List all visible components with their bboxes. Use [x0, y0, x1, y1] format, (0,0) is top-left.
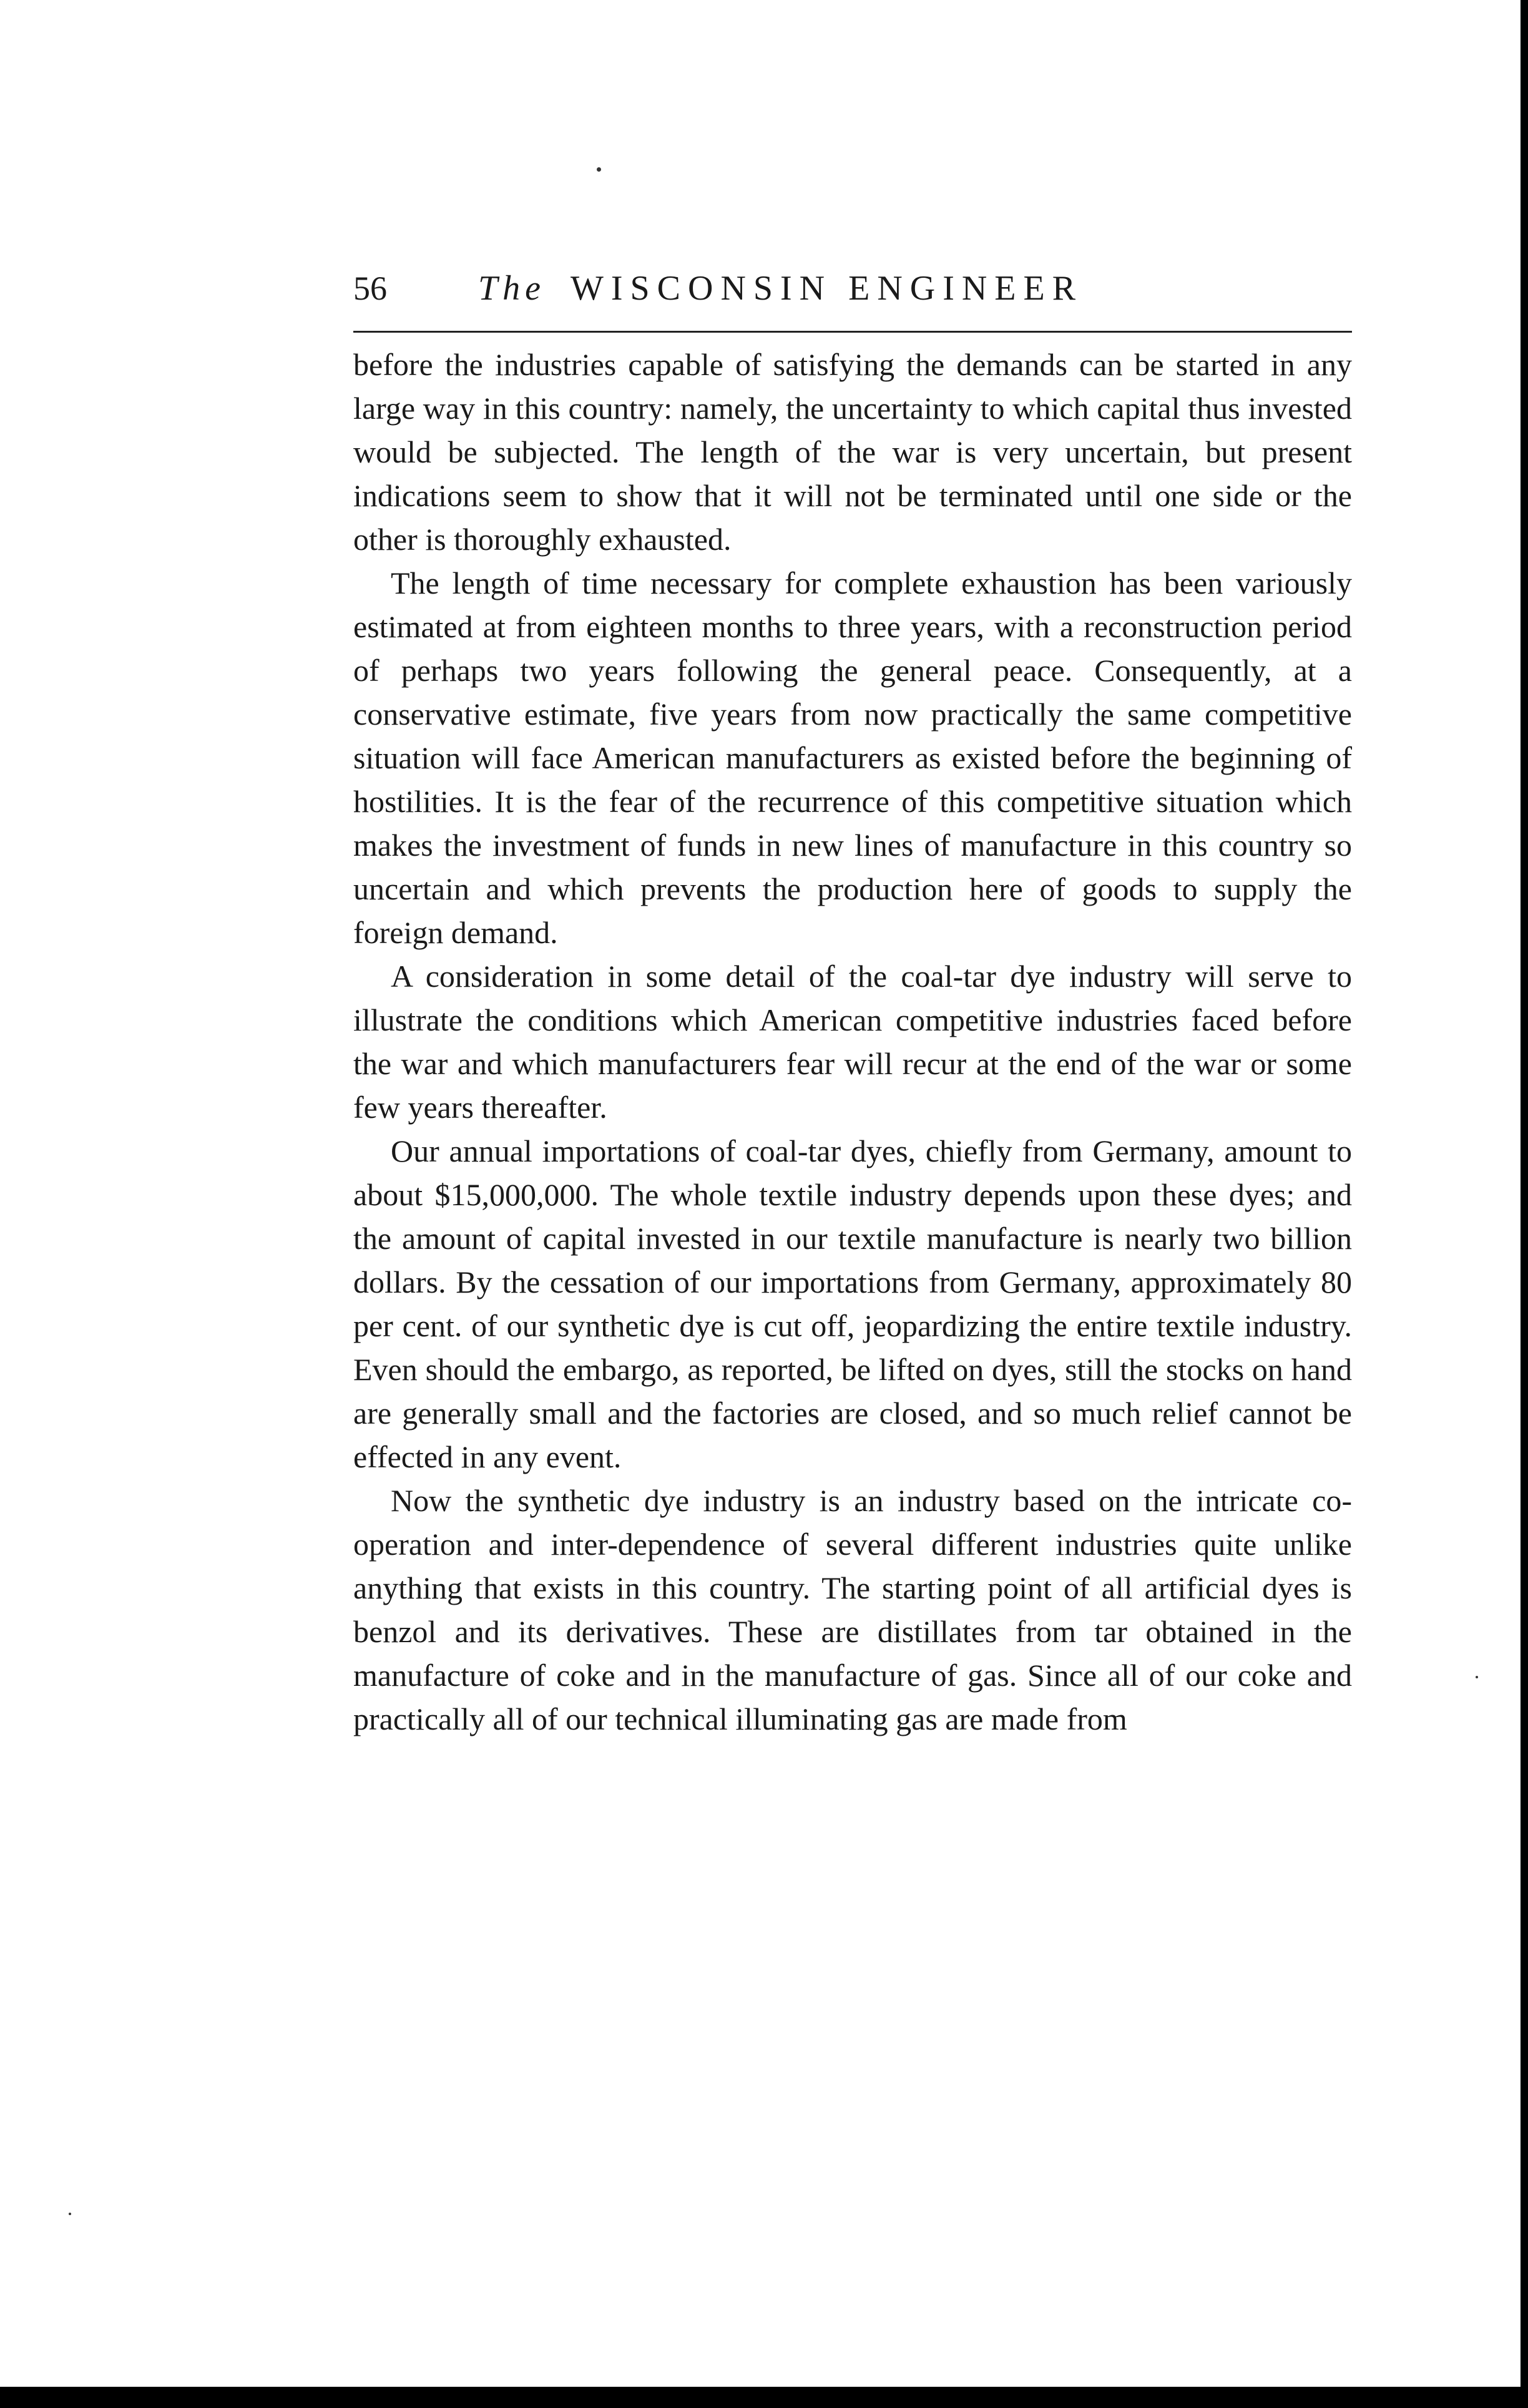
running-head	[353, 268, 1352, 318]
page-number: 56	[353, 270, 387, 307]
paragraph: Now the synthetic dye industry is an industry based on the intricate co-operation and inter-dependence of several different industries quite unlike anything that exists in this country. The starting point of all artificial dyes is benzol and its derivatives. These are distillates from tar obtained in the manufacture of coke and in the manufacture of gas. Since all of our coke and practically all of our technical illuminating gas are made from	[353, 1483, 1352, 1736]
article-body	[353, 343, 1352, 1741]
paragraph: before the industries capable of satisfying the demands can be started in any large way in this country: namely, the uncertainty to which capital thus invested would be subjected. The length of the war is very uncertain, but present indications seem to show that it will not be terminated until one side or the other is thoroughly exhausted.	[353, 347, 1352, 557]
paragraph: The length of time necessary for complete exhaustion has been variously estimated at from eighteen months to three years, with a reconstruction period of perhaps two years following the general peace. Consequently, at a conservative estimate, five years from now practically the same competitive situation will face American manufacturers as existed before the beginning of hostilities. It is the fear of the recurrence of this competitive situation which makes the investment of funds in new lines of manufacture in this country so uncertain and which prevents the production here of goods to supply the foreign demand.	[353, 565, 1352, 950]
scan-border-right	[1521, 0, 1528, 2408]
journal-title-the: The	[478, 269, 546, 308]
scan-speck	[69, 2213, 71, 2215]
scan-speck	[1476, 1676, 1478, 1678]
journal-title	[478, 268, 1083, 308]
journal-title-main: WISCONSIN ENGINEER	[571, 269, 1084, 308]
scan-border-bottom	[0, 2387, 1528, 2408]
paragraph: Our annual importations of coal-tar dyes, chiefly from Germany, amount to about $15,000,000. The whole textile industry depends upon these dyes; and the amount of capital invested in our textile manufacture is nearly two billion dollars. By the cessation of our importations from Germany, approximately 80 per cent. of our synthetic dye is cut off, jeopardizing the entire textile industry. Even should the embargo, as reported, be lifted on dyes, still the stocks on hand are generally small and the factories are closed, and so much relief cannot be effected in any event.	[353, 1133, 1352, 1474]
scan-speck	[597, 167, 601, 172]
header-rule	[353, 331, 1352, 333]
page	[353, 268, 1352, 1741]
paragraph: A consideration in some detail of the coal-tar dye industry will serve to illustrate the conditions which American competitive industries faced before the war and which manufacturers fear will recur at the end of the war or some few years thereafter.	[353, 959, 1352, 1125]
